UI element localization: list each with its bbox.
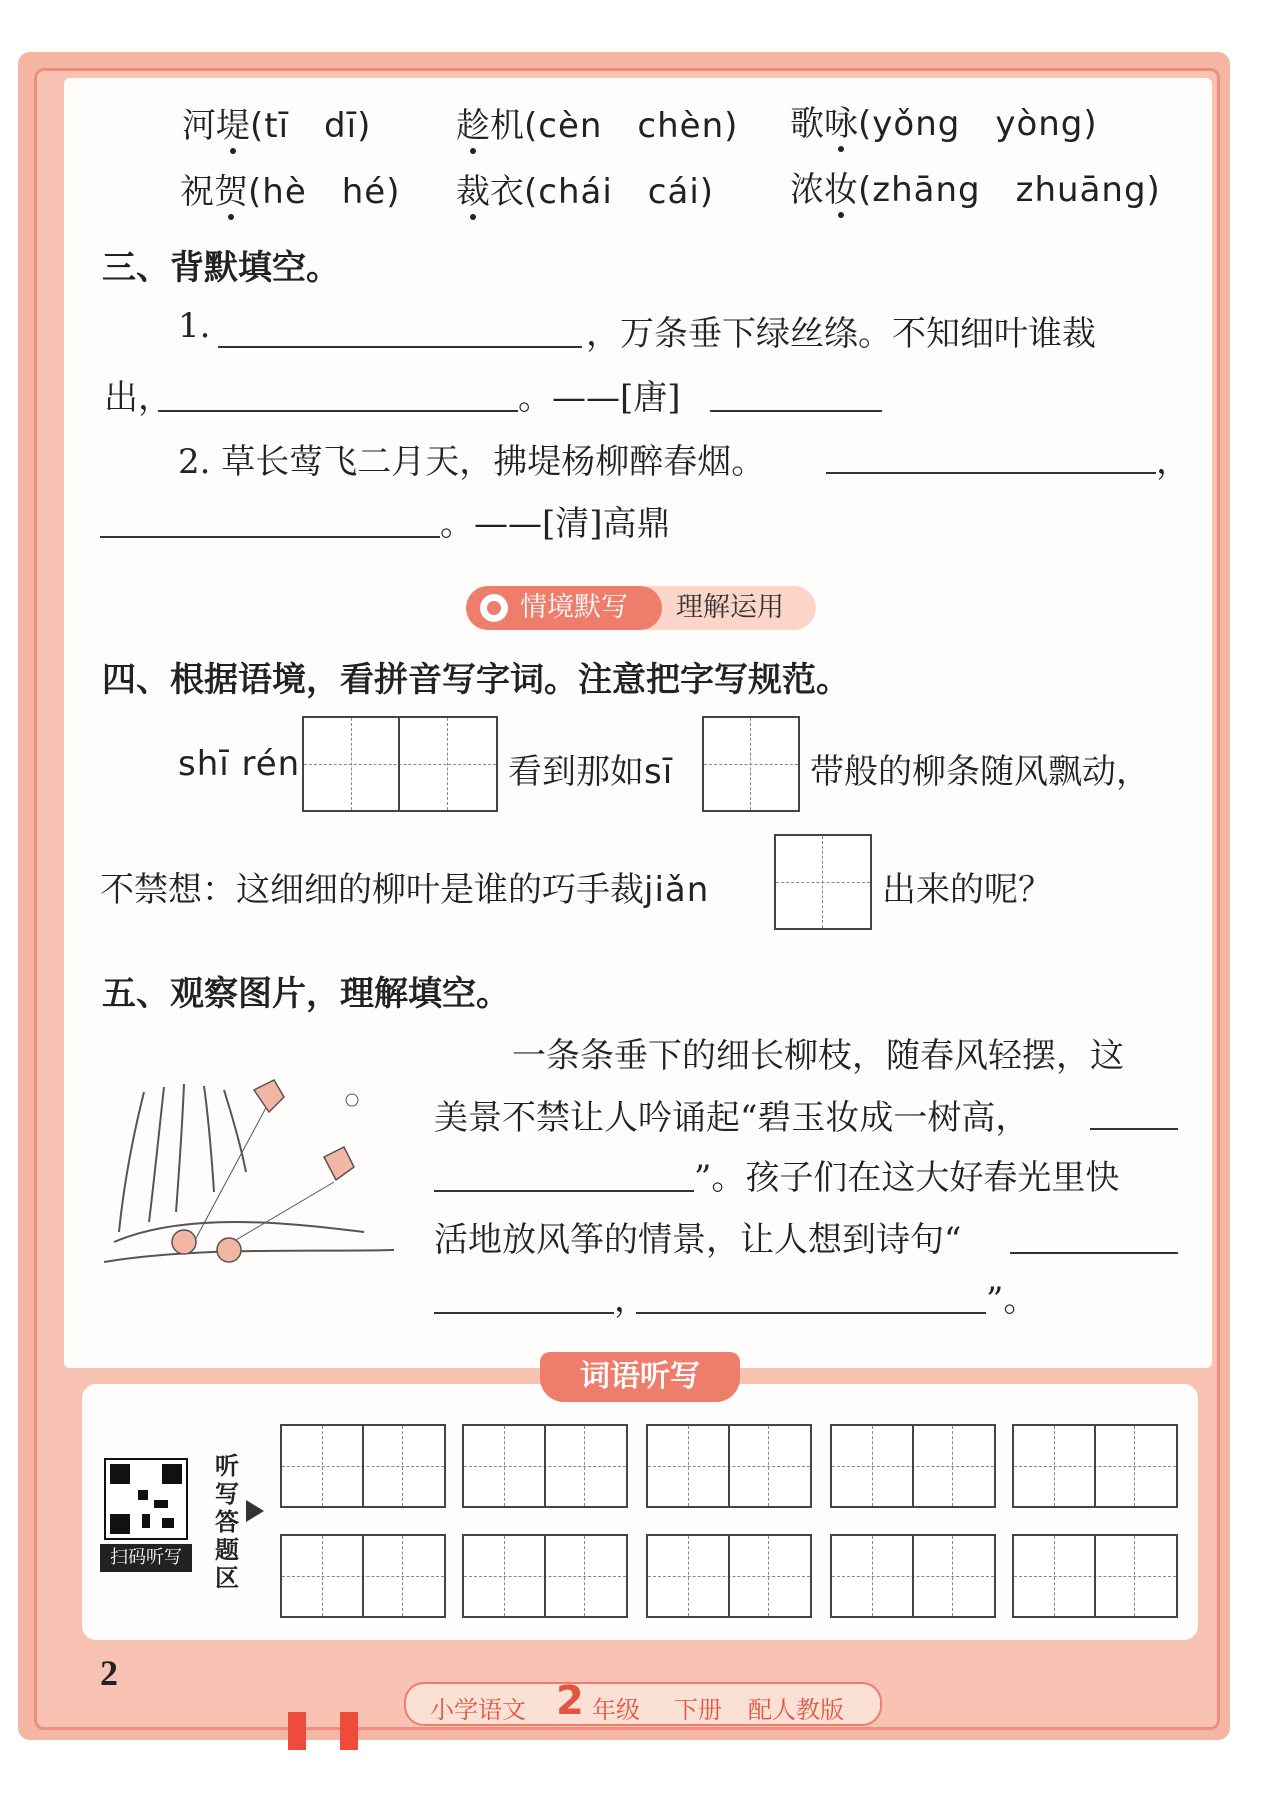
s4-text4: 出来的呢？ xyxy=(882,870,1052,910)
dictation-box[interactable] xyxy=(462,1424,628,1508)
answer-blank[interactable] xyxy=(434,1312,614,1314)
pinyin-item: 趁机(cèn chèn) xyxy=(456,106,739,146)
pinyin-item: 歌咏(yǒng yòng) xyxy=(790,104,1098,144)
dictation-box[interactable] xyxy=(280,1534,446,1618)
dictation-box[interactable] xyxy=(462,1534,628,1618)
dictation-title: 词语听写 xyxy=(540,1352,740,1402)
answer-blank[interactable] xyxy=(1090,1128,1178,1130)
dictation-box[interactable] xyxy=(1012,1534,1178,1618)
q2-comma: ， xyxy=(1156,442,1190,482)
answer-blank[interactable] xyxy=(158,410,518,412)
s4-text3: 不禁想：这细细的柳叶是谁的巧手裁jiǎn xyxy=(100,870,710,910)
footer-book-info: 小学语文 2 年级 下册 配人教版 xyxy=(404,1682,882,1726)
q1-number: 1. xyxy=(178,306,211,346)
q1-period: 。——[唐] xyxy=(518,378,681,418)
s4-text2: 带般的柳条随风飘动， xyxy=(810,752,1150,792)
s5-comma: ， xyxy=(614,1280,648,1320)
answer-blank[interactable] xyxy=(100,536,440,538)
answer-blank[interactable] xyxy=(434,1190,694,1192)
dictation-box[interactable] xyxy=(1012,1424,1178,1508)
author-blank[interactable] xyxy=(710,410,882,412)
triangle-arrow-icon xyxy=(246,1500,264,1522)
pinyin-item: 祝贺(hè hé) xyxy=(180,172,401,212)
s4-text1: 看到那如sī xyxy=(508,752,674,792)
edge-tab xyxy=(340,1712,358,1750)
dictation-box[interactable] xyxy=(830,1424,996,1508)
pinyin-item: 浓妆(zhāng zhuāng) xyxy=(790,170,1161,210)
badge-icon xyxy=(480,594,508,622)
spring-kite-illustration xyxy=(104,1072,394,1282)
answer-blank[interactable] xyxy=(826,472,1156,474)
page-number: 2 xyxy=(100,1653,118,1693)
dictation-box[interactable] xyxy=(646,1534,812,1618)
scan-label: 扫码听写 xyxy=(100,1544,192,1572)
s5-end: ”。 xyxy=(986,1280,1038,1320)
s5-line1: 一条条垂下的细长柳枝，随春风轻摆，这 xyxy=(512,1036,1124,1076)
section-5-title: 五、观察图片，理解填空。 xyxy=(102,974,510,1014)
s5-line2: 美景不禁让人吟诵起“碧玉妆成一树高， xyxy=(434,1098,1030,1138)
answer-blank[interactable] xyxy=(636,1312,986,1314)
q2-end: 。——[清]高鼎 xyxy=(440,504,671,544)
section-4-title: 四、根据语境，看拼音写字词。注意把字写规范。 xyxy=(102,660,850,700)
q2-text: 2. 草长莺飞二月天，拂堤杨柳醉春烟。 xyxy=(178,442,766,482)
write-box-1char[interactable] xyxy=(702,716,800,812)
qr-code-icon[interactable] xyxy=(104,1458,188,1540)
answer-area-label: 听写答题区 xyxy=(215,1452,239,1592)
q1-line2-start: 出， xyxy=(104,378,172,418)
s5-line3: ”。孩子们在这大好春光里快 xyxy=(694,1158,1120,1198)
pinyin-item: 裁衣(chái cái) xyxy=(456,172,715,212)
dictation-box[interactable] xyxy=(830,1534,996,1618)
edge-tab xyxy=(288,1712,306,1750)
dictation-box[interactable] xyxy=(280,1424,446,1508)
banner-right: 理解运用 xyxy=(644,586,816,630)
section-3-title: 三、背默填空。 xyxy=(102,248,340,288)
write-box-1char[interactable] xyxy=(774,834,872,930)
q1-text: ，万条垂下绿丝绦。不知细叶谁裁 xyxy=(586,314,1096,354)
answer-blank[interactable] xyxy=(1010,1252,1178,1254)
answer-blank[interactable] xyxy=(218,346,582,348)
banner-left: 情境默写 xyxy=(466,586,662,630)
dictation-box[interactable] xyxy=(646,1424,812,1508)
pinyin-item: 河堤(tī dī) xyxy=(182,106,372,146)
pinyin-shiren: shī rén xyxy=(178,744,301,784)
write-box-2char[interactable] xyxy=(302,716,498,812)
s5-line4: 活地放风筝的情景，让人想到诗句“ xyxy=(434,1220,962,1260)
